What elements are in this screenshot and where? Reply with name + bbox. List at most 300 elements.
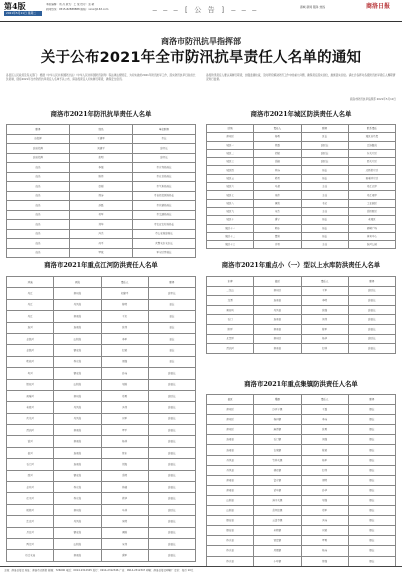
table-header-cell: 职务 xyxy=(348,395,395,405)
table-cell: 峦庄河 xyxy=(7,516,54,527)
table-cell: 陈斌 xyxy=(301,445,348,455)
table-cell: 城区七 xyxy=(207,191,254,199)
table-cell: 洛南县 xyxy=(254,296,301,306)
table-row xyxy=(207,199,396,207)
table-cell: 镇安段 xyxy=(54,470,101,481)
table-cell: 马超 xyxy=(254,183,301,191)
table-cell: 山阳段 xyxy=(54,379,101,390)
table-cell: 镇安段 xyxy=(54,527,101,538)
table-cell: 副区长 xyxy=(148,390,195,401)
table-cell: 韩冰 xyxy=(254,224,301,232)
table-cell: 石门镇 xyxy=(254,435,301,445)
table-row xyxy=(7,459,196,470)
table-cell: 副县长 xyxy=(148,368,195,379)
table-cell: 两岔河 xyxy=(7,538,54,549)
table-cell: 孙华 xyxy=(301,485,348,495)
table-cell: 镇安段 xyxy=(54,368,101,379)
table-cell: 米粮镇 xyxy=(254,526,301,536)
table-cell: 丹江南岸 xyxy=(348,191,395,199)
newspaper-logo: 商洛日报 xyxy=(366,3,391,10)
table-cell: 镇长 xyxy=(348,425,395,435)
table-cell: 副县长 xyxy=(148,470,195,481)
table-row xyxy=(7,447,196,458)
table-cell: 滔河 xyxy=(7,436,54,447)
table-cell: 阳坪 xyxy=(207,324,254,334)
table-header-cell: 姓名 xyxy=(70,125,133,135)
table-cell: 刘建平 xyxy=(101,288,148,299)
table-cell: 黄凯 xyxy=(254,199,301,207)
table-row xyxy=(7,163,196,173)
table-cell: 石门河 xyxy=(7,459,54,470)
table-3-title: 商洛市2021年重点江河防洪责任人名单 xyxy=(44,261,158,269)
table-cell: 南秦河 xyxy=(7,390,54,401)
table-cell: 南秦河片区 xyxy=(348,174,395,182)
table-cell: 老城区 xyxy=(348,216,395,224)
table-cell: 副县长 xyxy=(148,527,195,538)
table-cell: 镇长 xyxy=(348,506,395,516)
table-row xyxy=(7,402,196,413)
table-cell: 丹江 xyxy=(7,288,54,299)
table-cell: 何平 xyxy=(70,239,133,249)
table-header-cell: 县区 xyxy=(207,395,254,405)
table-cell: 古城镇 xyxy=(254,445,301,455)
table-cell: 副总指挥 xyxy=(7,144,70,154)
table-row xyxy=(7,288,196,299)
table-cell: 吴刚 xyxy=(101,379,148,390)
table-row xyxy=(207,232,396,240)
table-cell: 丹凤段 xyxy=(54,413,101,424)
table-row xyxy=(207,344,396,354)
table-cell: 丹凤段 xyxy=(54,402,101,413)
table-cell: 镇长 xyxy=(348,526,395,536)
table-row xyxy=(7,201,196,211)
table-cell: 李明 xyxy=(301,296,348,306)
table-cell: 城区五 xyxy=(207,174,254,182)
intro-paragraph-right: 各级防汛责任人要认真履行职责，加强监督检查，及时研究解决防汛工作中的重大问题，确保责任落实到位，措施落实到位。请社会各界对各级防汛抗旱责任人履职情况进行监督。 xyxy=(206,74,396,81)
table-cell: 副县长 xyxy=(148,516,195,527)
table-cell: 富水镇 xyxy=(254,475,301,485)
table-cell: 丹江 xyxy=(7,299,54,310)
table-cell: 陈伟 xyxy=(70,172,133,182)
issuing-organization: 商洛市防汛抗旱指挥部 xyxy=(161,36,241,46)
section-label: — — — [ 公 告 ] — — — xyxy=(152,6,258,14)
table-cell: 市水利局局长 xyxy=(133,163,196,173)
table-cell: 洛南段 xyxy=(54,459,101,470)
table-cell: 县长 xyxy=(148,299,195,310)
table-cell: 局长 xyxy=(301,216,348,224)
table-cell: 丹凤县 xyxy=(254,305,301,315)
table-cell: 刘伟 xyxy=(301,315,348,325)
table-cell: 成员 xyxy=(7,182,70,192)
table-cell: 王磊 xyxy=(301,405,348,415)
table-cell: 朱明 xyxy=(101,516,148,527)
table-row xyxy=(7,322,196,333)
table-cell: 军分区参谋长 xyxy=(133,248,196,258)
table-cell: 副区长 xyxy=(148,504,195,515)
table-cell: 朱伟 xyxy=(254,191,301,199)
table-cell: 二龙山 xyxy=(207,286,254,296)
table-cell: 市长 xyxy=(133,134,196,144)
table-cell: 李强 xyxy=(70,163,133,173)
table-cell: 杨华 xyxy=(301,334,348,344)
table-cell: 城区十一 xyxy=(207,224,254,232)
table-row xyxy=(7,482,196,493)
table-row xyxy=(7,248,196,258)
table-cell: 赵伟 xyxy=(301,465,348,475)
table-cell: 麻街镇 xyxy=(254,425,301,435)
table-cell: 杨涛 xyxy=(301,546,348,556)
table-cell: 副县长 xyxy=(148,550,195,561)
table-cell: 杨勇 xyxy=(254,133,301,141)
table-cell: 成员 xyxy=(7,210,70,220)
table-cell: 黄花岭 xyxy=(207,305,254,315)
table-cell: 山阳县 xyxy=(207,495,254,505)
table-row xyxy=(7,239,196,249)
table-cell: 丹江支流 xyxy=(7,550,54,561)
table-cell: 商南段 xyxy=(54,425,101,436)
table-cell: 城区十三 xyxy=(207,241,254,249)
page-footer: 主编：商洛日报社 地址：商洛市北新街 邮编：726000 电话：0914-2312345 发行：0914-2312346 广告：0914-2312347 印刷：商洛日报社印刷厂 定价：每月 10元 xyxy=(0,566,402,575)
table-cell: 商州段 xyxy=(54,390,101,401)
table-cell: 副县长 xyxy=(148,425,195,436)
table-cell: 副县长 xyxy=(148,436,195,447)
table-row xyxy=(7,470,196,481)
table-cell: 山阳段 xyxy=(54,538,101,549)
table-cell: 副县长 xyxy=(148,493,195,504)
table-cell: 唐宁 xyxy=(254,216,301,224)
table-cell: 成员 xyxy=(7,248,70,258)
table-cell: 清油河 xyxy=(7,425,54,436)
table-cell: 城区三 xyxy=(207,158,254,166)
table-cell: 副县长 xyxy=(348,344,395,354)
table-header-cell: 河流 xyxy=(7,277,54,288)
table-row xyxy=(207,305,396,315)
table-cell: 金井河 xyxy=(7,482,54,493)
table-cell: 板桥河 xyxy=(7,504,54,515)
table-header-cell: 责任人 xyxy=(101,277,148,288)
table-row xyxy=(7,368,196,379)
table-cell: 主任 xyxy=(301,241,348,249)
table-cell: 漫川关镇 xyxy=(254,495,301,505)
table-cell: 金钱河 xyxy=(7,345,54,356)
table-cell: 镇长 xyxy=(348,435,395,445)
table-row xyxy=(207,191,396,199)
table-row xyxy=(207,241,396,249)
table-row xyxy=(207,207,396,215)
header-meta-line-1: 本版编辑：刘 丹 版式：王 成 校对：张 敏 xyxy=(46,3,95,6)
table-row xyxy=(207,324,396,334)
table-cell: 洛南县 xyxy=(254,315,301,325)
table-header-cell: 职务 xyxy=(348,277,395,287)
table-row xyxy=(7,172,196,182)
table-cell: 市自然资源局局长 xyxy=(133,191,196,201)
table-cell: 局长 xyxy=(301,174,348,182)
table-cell: 城区总负责 xyxy=(348,133,395,141)
table-cell: 孙涛 xyxy=(101,368,148,379)
table-cell: 城区九 xyxy=(207,207,254,215)
table-cell: 镇长 xyxy=(348,445,395,455)
table-cell: 副区长 xyxy=(348,334,395,344)
table-row xyxy=(207,495,396,505)
table-cell: 月日河 xyxy=(7,527,54,538)
table-cell: 商州区 xyxy=(207,405,254,415)
table-cell: 镇安县 xyxy=(207,516,254,526)
table-cell: 城区十 xyxy=(207,216,254,224)
table-row xyxy=(7,345,196,356)
table-cell: 赵刚 xyxy=(70,182,133,192)
table-header-cell: 职务 xyxy=(148,277,195,288)
table-cell: 镇长 xyxy=(348,465,395,475)
table-cell: 体育中心 xyxy=(348,232,395,240)
table-row xyxy=(7,182,196,192)
table-cell: 赵林 xyxy=(301,344,348,354)
table-cell: 张明 xyxy=(70,153,133,163)
table-cell: 胡斌 xyxy=(254,149,301,157)
table-cell: 张强 xyxy=(301,305,348,315)
table-cell: 洛南段 xyxy=(54,322,101,333)
table-cell: 龙潭 xyxy=(207,296,254,306)
table-header-cell: 集镇 xyxy=(254,395,301,405)
table-row xyxy=(207,174,396,182)
table-cell: 商南县 xyxy=(207,485,254,495)
table-cell: 城区一 xyxy=(207,141,254,149)
table-cell: 杨林 xyxy=(101,436,148,447)
table-cell: 刘建平 xyxy=(70,144,133,154)
table-row xyxy=(207,224,396,232)
header-meta xyxy=(46,3,136,13)
table-row xyxy=(7,527,196,538)
table-cell: 柞水段 xyxy=(54,482,101,493)
table-cell: 县河 xyxy=(7,447,54,458)
table-cell: 棣花镇 xyxy=(254,465,301,475)
table-header-cell: 职务 xyxy=(301,125,348,133)
table-cell: 镇长 xyxy=(348,495,395,505)
table-cell: 山阳县 xyxy=(207,506,254,516)
table-cell: 高铁新区 xyxy=(348,207,395,215)
table-cell: 洛南县 xyxy=(207,445,254,455)
table-4 xyxy=(206,276,396,354)
table-cell: 副市长 xyxy=(133,144,196,154)
table-cell: 西河 xyxy=(7,470,54,481)
table-header-cell: 区域 xyxy=(207,125,254,133)
table-row xyxy=(7,134,196,144)
table-cell: 主任 xyxy=(301,191,348,199)
table-row xyxy=(207,435,396,445)
table-cell: 成员 xyxy=(7,191,70,201)
table-row xyxy=(207,465,396,475)
table-cell: 赵斌 xyxy=(101,345,148,356)
table-row xyxy=(207,166,396,174)
table-cell: 副县长 xyxy=(148,447,195,458)
table-cell: 张勇 xyxy=(301,425,348,435)
table-cell: 山阳段 xyxy=(54,333,101,344)
table-row xyxy=(207,133,396,141)
table-row xyxy=(7,229,196,239)
table-row xyxy=(207,405,396,415)
table-cell: 城区二 xyxy=(207,149,254,157)
table-row xyxy=(7,538,196,549)
table-cell: 郭亮 xyxy=(254,174,301,182)
table-cell: 乾佑河 xyxy=(7,356,54,367)
table-cell: 王军 xyxy=(301,286,348,296)
header-right-text: 商城 新闻 服务 热线 xyxy=(300,5,326,9)
table-row xyxy=(207,425,396,435)
table-cell: 竹林关镇 xyxy=(254,455,301,465)
table-cell: 镇长 xyxy=(348,516,395,526)
table-cell: 副区长 xyxy=(348,286,395,296)
table-cell: 镇安段 xyxy=(54,345,101,356)
table-cell: 市应急局局长 xyxy=(133,172,196,182)
table-row xyxy=(7,493,196,504)
table-cell: 市住建局局长 xyxy=(133,201,196,211)
table-cell: 王建军 xyxy=(70,134,133,144)
table-row xyxy=(7,333,196,344)
table-cell: 徐强 xyxy=(301,556,348,566)
table-2 xyxy=(206,124,396,249)
table-row xyxy=(207,536,396,546)
table-row xyxy=(207,485,396,495)
table-cell: 刘强 xyxy=(301,435,348,445)
table-cell: 副市长 xyxy=(148,288,195,299)
table-row xyxy=(7,144,196,154)
table-cell: 胡海 xyxy=(101,459,148,470)
table-header-cell: 联系责任 xyxy=(348,125,395,133)
table-row xyxy=(207,296,396,306)
table-cell: 周明 xyxy=(301,475,348,485)
table-cell: 商南段 xyxy=(54,311,101,322)
table-cell: 黄刚 xyxy=(101,527,148,538)
table-cell: 丹凤县 xyxy=(207,465,254,475)
table-cell: 柞水段 xyxy=(54,356,101,367)
table-cell: 旬河 xyxy=(7,368,54,379)
table-cell: 武警支队支队长 xyxy=(133,239,196,249)
table-cell: 洛南段 xyxy=(54,447,101,458)
edition-number: 第4版 xyxy=(4,1,26,11)
table-cell: 镇长 xyxy=(348,455,395,465)
table-4-title: 商洛市2021年重点小（一）型以上水库防洪责任人名单 xyxy=(221,261,381,269)
table-cell: 县长 xyxy=(148,311,195,322)
table-cell: 高坝店镇 xyxy=(254,506,301,516)
table-row xyxy=(207,415,396,425)
table-cell: 郑军 xyxy=(301,506,348,516)
table-row xyxy=(7,504,196,515)
intro-paragraph-left: 各县区人民政府及有关部门：根据《中华人民共和国防洪法》《中华人民共和国防汛条例》等法律法规规定，为切实做好2021年防汛抗旱工作，落实防汛抗旱行政首长负责制，现将2021年全市防汛抗旱责任人名单予以公布，请各级责任人切实履行职责，确保安全度汛。 xyxy=(6,74,196,81)
masthead xyxy=(0,0,402,22)
table-cell: 周强 xyxy=(101,356,148,367)
table-cell: 商州区 xyxy=(207,133,254,141)
table-cell: 郑华 xyxy=(70,220,133,230)
table-cell: 局长 xyxy=(301,232,348,240)
table-1-title: 商洛市2021年防汛抗旱责任人名单 xyxy=(50,110,152,118)
table-cell: 洛河 xyxy=(7,322,54,333)
table-cell: 东关片区 xyxy=(348,149,395,157)
table-cell: 县长 xyxy=(148,345,195,356)
table-cell: 商州区 xyxy=(254,334,301,344)
table-row xyxy=(207,158,396,166)
table-cell: 镇长 xyxy=(348,556,395,566)
table-cell: 冯伟 xyxy=(101,402,148,413)
table-cell: 林涛 xyxy=(254,166,301,174)
table-header-cell: 责任人 xyxy=(254,125,301,133)
table-5-title: 商洛市2021年重点集镇防洪责任人名单 xyxy=(244,380,358,388)
table-cell: 丹凤县 xyxy=(207,455,254,465)
table-cell: 副县长 xyxy=(348,324,395,334)
table-row xyxy=(7,191,196,201)
table-row xyxy=(207,455,396,465)
table-cell: 柞水县 xyxy=(207,546,254,556)
table-cell: 县长 xyxy=(148,333,195,344)
table-row xyxy=(207,556,396,566)
table-row xyxy=(7,413,196,424)
table-cell: 老君河 xyxy=(7,402,54,413)
table-cell: 副县长 xyxy=(348,296,395,306)
table-cell: 丹江北岸 xyxy=(348,183,395,191)
table-cell: 区长 xyxy=(301,133,348,141)
table-cell: 成员 xyxy=(7,239,70,249)
table-cell: 陈军 xyxy=(301,324,348,334)
table-cell: 试马镇 xyxy=(254,485,301,495)
table-cell: 商州段 xyxy=(54,504,101,515)
table-row xyxy=(7,425,196,436)
table-row xyxy=(207,149,396,157)
table-cell: 滨河公园 xyxy=(348,241,395,249)
table-cell: 吴强 xyxy=(301,495,348,505)
table-row xyxy=(207,334,396,344)
table-cell: 李军 xyxy=(101,333,148,344)
table-row xyxy=(207,141,396,149)
table-cell: 冯杰 xyxy=(70,229,133,239)
table-cell: 徐磊 xyxy=(254,141,301,149)
table-cell: 丹江 xyxy=(7,311,54,322)
table-cell: 成员 xyxy=(7,163,70,173)
table-row xyxy=(207,183,396,191)
table-cell: 商鞅广场 xyxy=(348,224,395,232)
table-cell: 宋伟 xyxy=(101,538,148,549)
table-row xyxy=(7,356,196,367)
table-row xyxy=(7,436,196,447)
table-cell: 北新街片区 xyxy=(348,166,395,174)
table-cell: 成员 xyxy=(7,220,70,230)
table-1 xyxy=(6,124,196,258)
table-cell: 小岭镇 xyxy=(254,556,301,566)
table-cell: 柞水段 xyxy=(54,493,101,504)
table-row xyxy=(7,210,196,220)
table-cell: 王宏 xyxy=(101,311,148,322)
table-row xyxy=(207,546,396,556)
table-header-cell: 职务 xyxy=(7,125,70,135)
table-row xyxy=(207,286,396,296)
table-cell: 镇长 xyxy=(348,415,395,425)
table-cell: 洛南县 xyxy=(207,435,254,445)
table-cell: 商州区 xyxy=(207,425,254,435)
table-row xyxy=(7,153,196,163)
table-cell: 成员 xyxy=(7,172,70,182)
table-row xyxy=(7,311,196,322)
table-cell: 营盘镇 xyxy=(254,536,301,546)
table-cell: 金钱河 xyxy=(7,333,54,344)
table-row xyxy=(207,526,396,536)
table-cell: 许昊 xyxy=(254,241,301,249)
table-cell: 镇长 xyxy=(348,536,395,546)
table-cell: 成员 xyxy=(7,201,70,211)
table-cell: 副县长 xyxy=(148,413,195,424)
table-cell: 周涛 xyxy=(70,191,133,201)
table-cell: 总指挥 xyxy=(7,134,70,144)
table-cell: 商南县 xyxy=(207,475,254,485)
table-header-cell: 单位职务 xyxy=(133,125,196,135)
table-cell: 副区长 xyxy=(301,141,348,149)
table-cell: 柞水县 xyxy=(207,556,254,566)
